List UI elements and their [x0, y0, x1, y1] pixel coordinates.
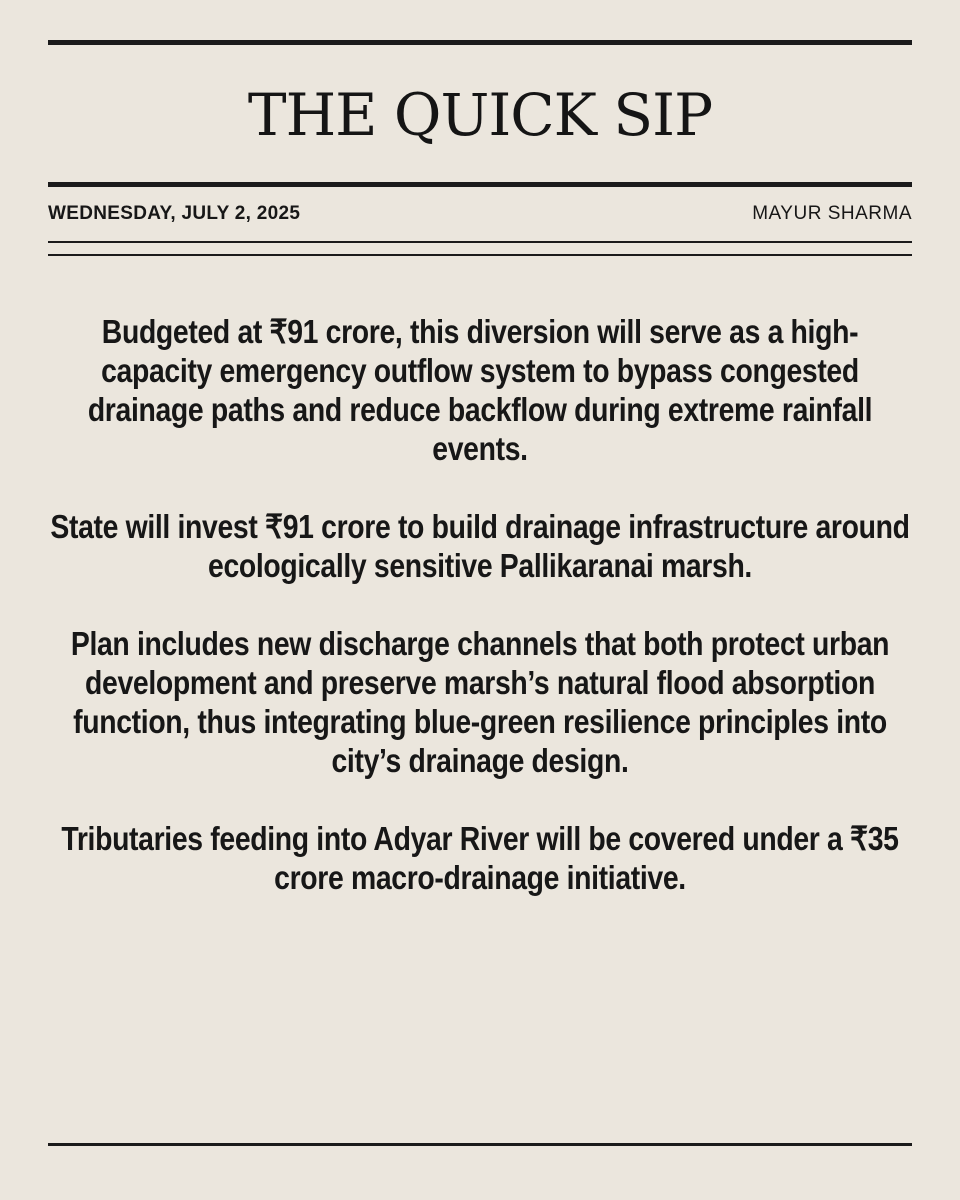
- article-body: [50, 312, 910, 936]
- masthead-title: THE QUICK SIP: [247, 81, 713, 149]
- article-paragraph: State will invest ₹91 crore to build drainage infrastructure around ecologically sensitive Pallikaranai marsh.: [50, 508, 910, 584]
- top-rule: [48, 40, 912, 45]
- publication-date: WEDNESDAY, JULY 2, 2025: [48, 203, 301, 224]
- bottom-rule: [48, 1143, 912, 1146]
- author-name: MAYUR SHARMA: [752, 203, 912, 224]
- double-rule-lower: [48, 254, 912, 256]
- article-paragraph: Budgeted at ₹91 crore, this diversion will serve as a high-capacity emergency outflow system to bypass congested drainage paths and reduce backflow during extreme rainfall events.: [87, 313, 873, 467]
- article-paragraph: Tributaries feeding into Adyar River will be covered under a ₹35 crore macro-drainage initiative.: [61, 820, 899, 896]
- masthead-bottom-rule: [48, 182, 912, 187]
- article-paragraph: Plan includes new discharge channels that both protect urban development and preserve marsh’s natural flood absorption function, thus integrating blue-green resilience principles into city’s drainage design.: [70, 625, 890, 779]
- dateline-row: [48, 200, 912, 228]
- double-rule-upper: [48, 241, 912, 243]
